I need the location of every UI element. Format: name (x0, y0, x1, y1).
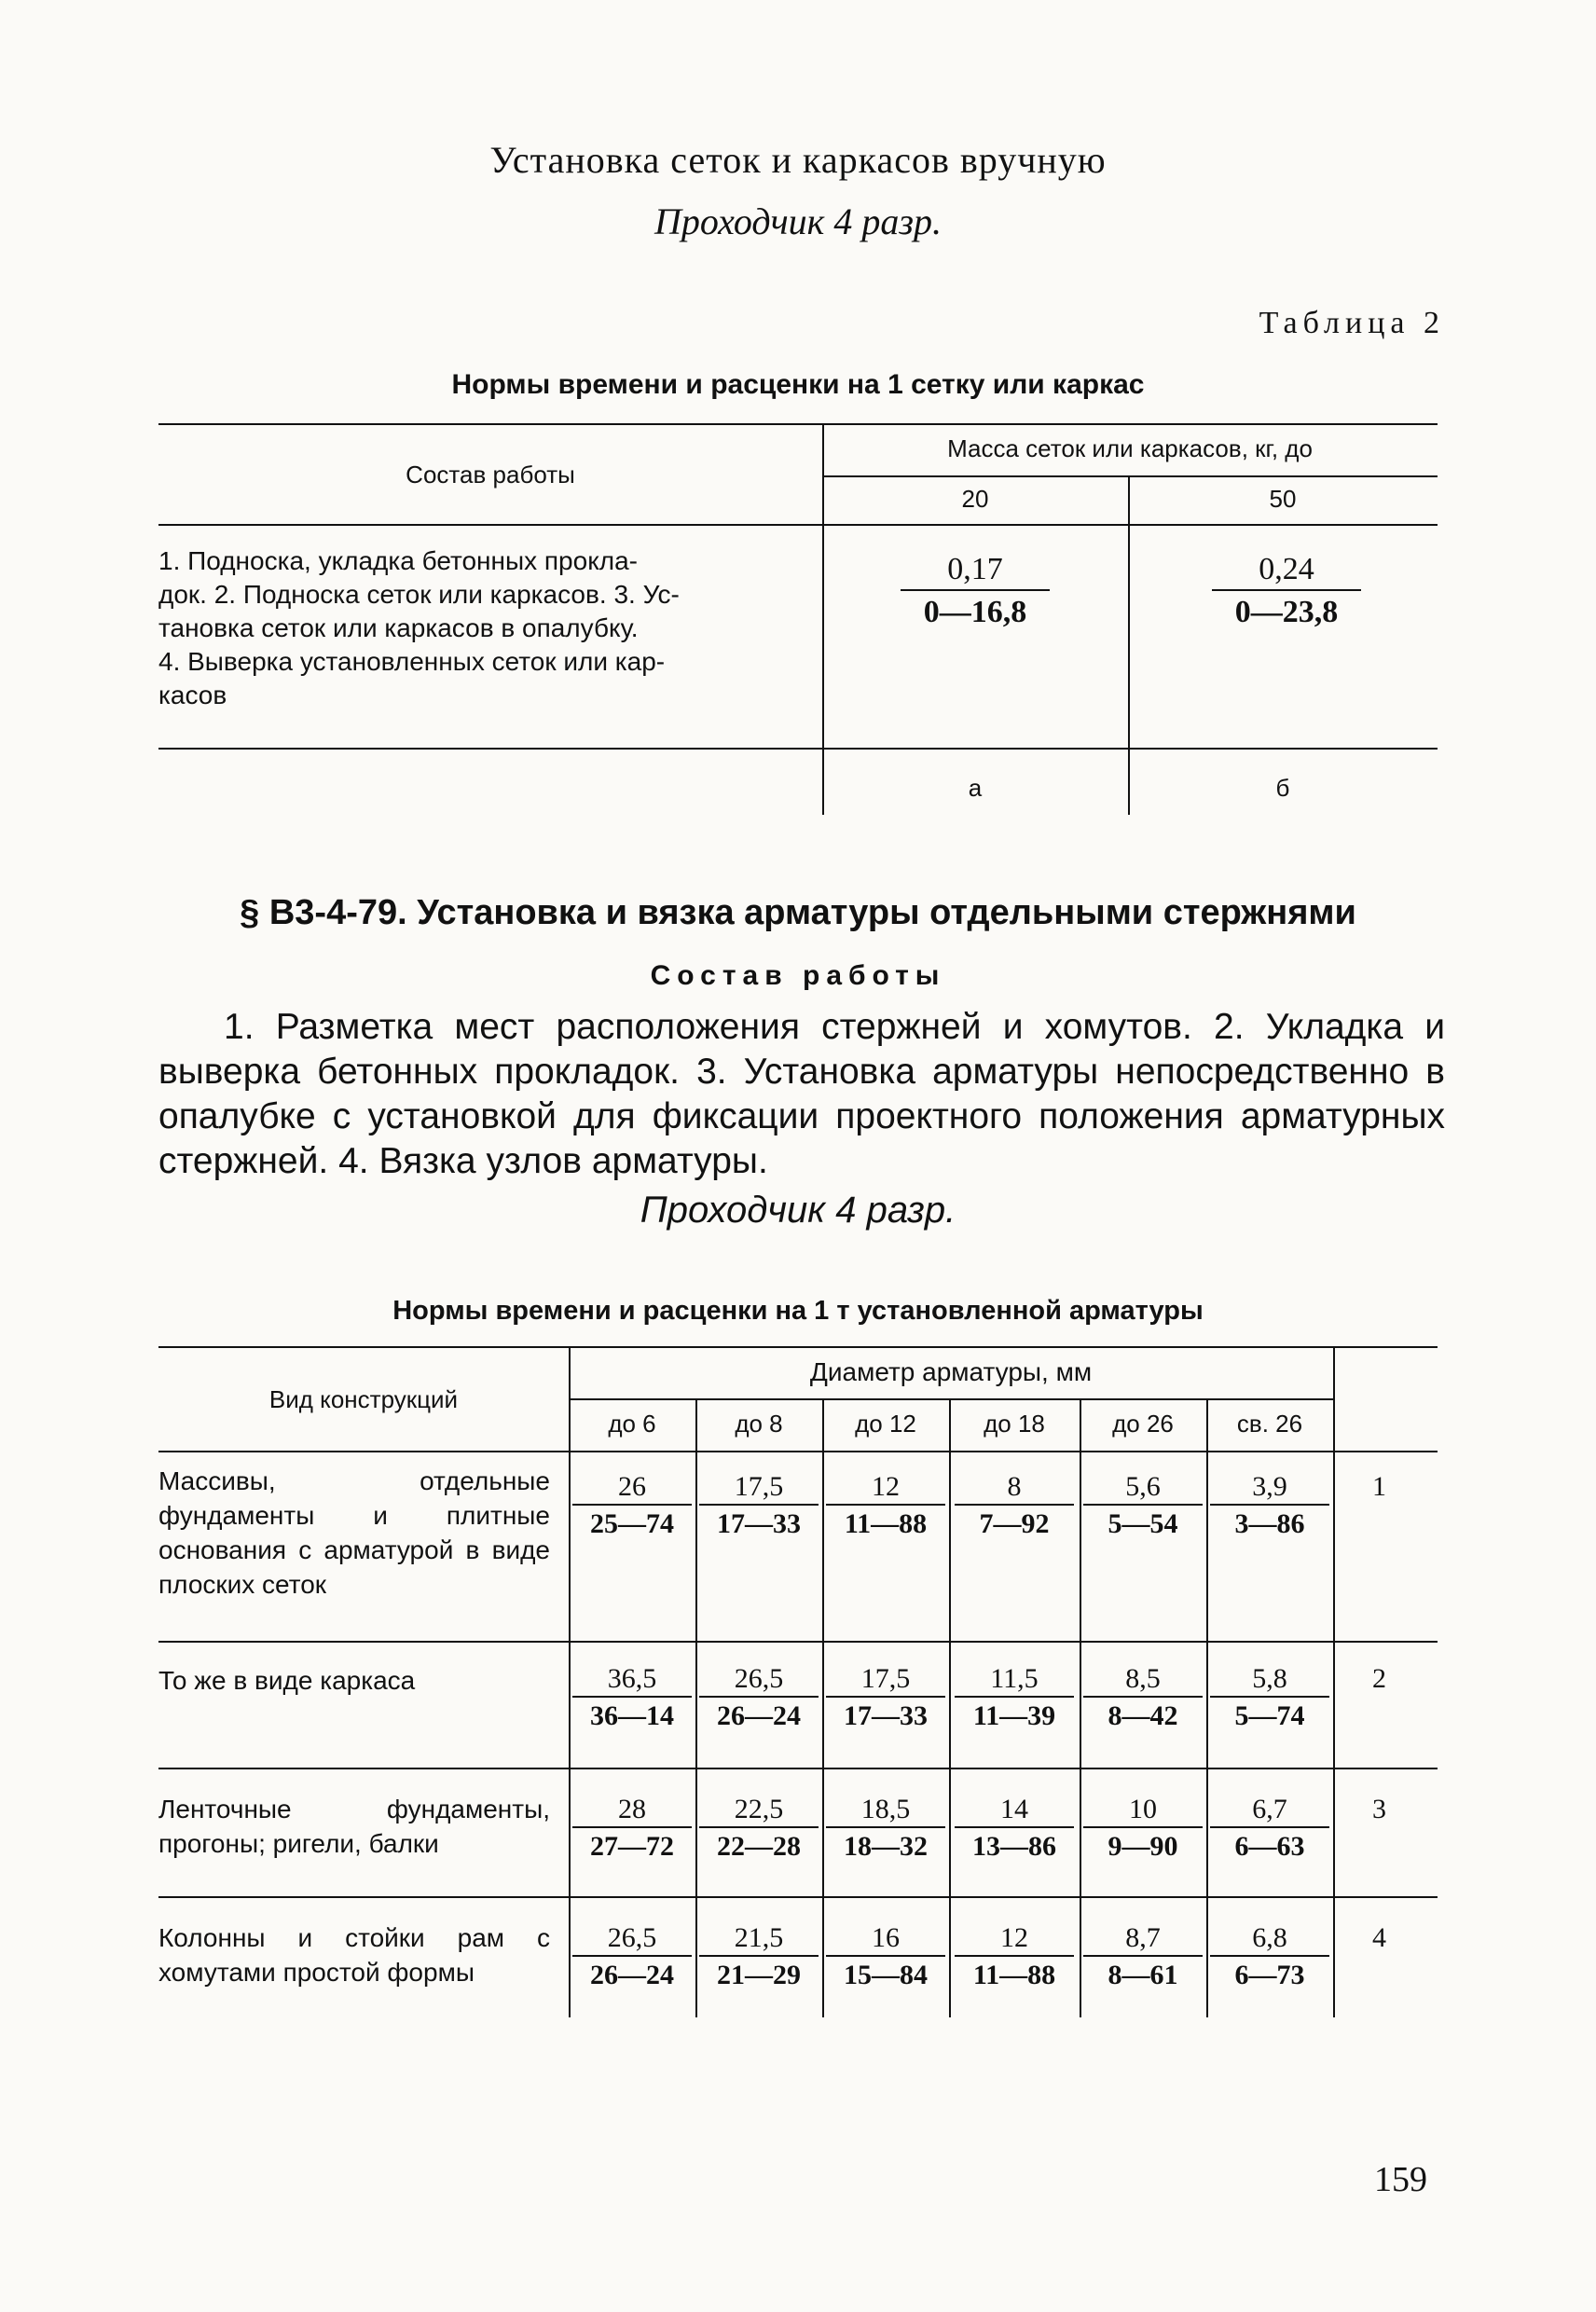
norm-value: 8 (955, 1471, 1074, 1506)
norm-value: 8,7 (1083, 1922, 1203, 1957)
table-rule (1080, 1398, 1081, 2017)
table-label: Таблица 2 (1259, 306, 1445, 340)
norm-cell (1083, 1794, 1203, 1863)
page-number: 159 (1374, 2160, 1427, 2199)
table-rule (158, 1451, 1438, 1452)
table-rule (822, 475, 1438, 477)
rate-value: 8—61 (1108, 1960, 1178, 1990)
rate-value: 13—86 (972, 1831, 1056, 1862)
norm-cell (826, 1663, 945, 1732)
norm-value: 28 (572, 1794, 692, 1828)
worker-grade: Проходчик 4 разр. (654, 200, 942, 242)
row-label: Ленточные фундаменты, прогоны; ригели, балки (158, 1795, 550, 1858)
table-caption: Нормы времени и расценки на 1 сетку или каркас (451, 369, 1145, 400)
norm-cell (1083, 1663, 1203, 1732)
rate-value: 9—90 (1108, 1831, 1178, 1862)
table-rule (158, 1896, 1438, 1898)
row-label: То же в виде каркаса (158, 1666, 416, 1695)
rate-value: 21—29 (717, 1960, 801, 1990)
norm-cell (1210, 1471, 1329, 1540)
norm-cell (955, 1471, 1074, 1540)
norm-value: 11,5 (955, 1663, 1074, 1698)
norm-cell (699, 1794, 819, 1863)
subheader-diameter: до 26 (1112, 1410, 1174, 1438)
norm-value: 17,5 (826, 1663, 945, 1698)
subheader-diameter: до 18 (984, 1410, 1045, 1438)
work-line: касов (158, 681, 227, 709)
norm-value: 26,5 (699, 1663, 819, 1698)
norm-value: 12 (955, 1922, 1074, 1957)
subheading: Состав работы (650, 960, 946, 991)
table-rule (569, 1398, 1333, 1400)
norms-table-1 (158, 423, 1438, 815)
rate-value: 17—33 (717, 1508, 801, 1539)
norm-cell (699, 1922, 819, 1991)
row-number: 3 (1372, 1794, 1386, 1824)
work-line: 4. Выверка установленных сеток или кар- (158, 647, 666, 676)
rate-value: 36—14 (590, 1700, 674, 1731)
subheader-50: 50 (1269, 485, 1297, 513)
table-rule (1128, 475, 1130, 815)
worker-grade: Проходчик 4 разр. (640, 1190, 956, 1231)
norm-value: 21,5 (699, 1922, 819, 1957)
norm-value: 5,6 (1083, 1471, 1203, 1506)
norm-value: 5,8 (1210, 1663, 1329, 1698)
rate-value: 17—33 (844, 1700, 928, 1731)
norm-value: 36,5 (572, 1663, 692, 1698)
work-line: тановка сеток или каркасов в опалубку. (158, 613, 639, 642)
rate-value: 0—16,8 (923, 595, 1027, 629)
subheader-diameter: до 12 (855, 1410, 916, 1438)
norm-value: 17,5 (699, 1471, 819, 1506)
norm-value: 0,24 (1212, 552, 1361, 591)
work-line: 1. Подноска, укладка бетонных прокла- (158, 546, 638, 575)
norms-table-2 (158, 1346, 1438, 2017)
table-rule (158, 1346, 1438, 1348)
norm-cell (1083, 1471, 1203, 1540)
norm-cell (826, 1922, 945, 1991)
subheader-diameter: св. 26 (1236, 1410, 1303, 1438)
table-rule (1333, 1346, 1335, 2017)
table-rule (158, 524, 1438, 526)
table-rule (569, 1346, 571, 2017)
table-rule (822, 1398, 824, 2017)
column-index: б (1275, 774, 1290, 802)
norm-value: 10 (1083, 1794, 1203, 1828)
table-rule (158, 1641, 1438, 1643)
table-rule (158, 1768, 1438, 1769)
norm-value: 6,7 (1210, 1794, 1329, 1828)
norm-value: 8,5 (1083, 1663, 1203, 1698)
rate-value: 27—72 (590, 1831, 674, 1862)
norm-cell (1083, 1922, 1203, 1991)
norm-value: 3,9 (1210, 1471, 1329, 1506)
norm-cell (572, 1922, 692, 1991)
work-description (158, 544, 680, 712)
norm-value: 26,5 (572, 1922, 692, 1957)
rate-value: 25—74 (590, 1508, 674, 1539)
rate-value: 6—63 (1234, 1831, 1305, 1862)
table-rule (158, 423, 1438, 425)
norm-cell (1210, 1794, 1329, 1863)
work-composition-text: 1. Разметка мест расположения стержней и хомутов. 2. Укладка и выверка бетонных прокладок. 3. Установка арматуры непосредственно в опалубке с установкой для фиксации проектного положения арматурных стержней. 4. Вязка узлов арматуры. (158, 1007, 1445, 1181)
norm-cell (1210, 1663, 1329, 1732)
row-number: 4 (1372, 1922, 1386, 1953)
norm-value: 12 (826, 1471, 945, 1506)
subheader-diameter: до 6 (608, 1410, 656, 1438)
row-label: Колонны и стойки рам с хомутами простой формы (158, 1923, 550, 1987)
subheader-20: 20 (961, 485, 989, 513)
norm-cell (572, 1663, 692, 1732)
table-rule (158, 748, 1438, 750)
column-header-work: Состав работы (406, 461, 575, 489)
norm-value: 18,5 (826, 1794, 945, 1828)
column-index: а (968, 774, 983, 802)
norm-cell (699, 1471, 819, 1540)
table-caption: Нормы времени и расценки на 1 т установленной арматуры (392, 1296, 1204, 1326)
rate-value: 7—92 (979, 1508, 1050, 1539)
norm-cell (955, 1794, 1074, 1863)
rate-value: 11—88 (972, 1960, 1056, 1990)
rate-value: 26—24 (717, 1700, 801, 1731)
column-group-header: Диаметр арматуры, мм (809, 1357, 1093, 1386)
paragraph-heading: § В3-4-79. Установка и вязка арматуры отдельными стержнями (240, 893, 1356, 932)
work-line: док. 2. Подноска сеток или каркасов. 3. Ус- (158, 580, 680, 609)
rate-value: 11—88 (844, 1508, 928, 1539)
norm-value: 22,5 (699, 1794, 819, 1828)
rate-value: 0—23,8 (1234, 595, 1339, 629)
rate-value: 11—39 (972, 1700, 1056, 1731)
norm-cell (826, 1471, 945, 1540)
rate-value: 26—24 (590, 1960, 674, 1990)
row-number: 2 (1372, 1663, 1386, 1694)
table-rule (822, 423, 824, 815)
rate-value: 5—54 (1108, 1508, 1178, 1539)
norm-cell (955, 1922, 1074, 1991)
norm-cell (1212, 552, 1361, 630)
norm-cell (955, 1663, 1074, 1732)
table-rule (1206, 1398, 1208, 2017)
table-rule (949, 1398, 951, 2017)
subheader-diameter: до 8 (735, 1410, 783, 1438)
rate-value: 6—73 (1234, 1960, 1305, 1990)
row-number: 1 (1372, 1471, 1386, 1502)
row-label: Массивы, отдельные фундаменты и плитные основания с арматурой в виде плоских сеток (158, 1466, 550, 1599)
norm-value: 14 (955, 1794, 1074, 1828)
norm-cell (699, 1663, 819, 1732)
norm-cell (1210, 1922, 1329, 1991)
rate-value: 5—74 (1234, 1700, 1305, 1731)
rate-value: 8—42 (1108, 1700, 1178, 1731)
norm-cell (572, 1794, 692, 1863)
rate-value: 18—32 (844, 1831, 928, 1862)
rate-value: 22—28 (717, 1831, 801, 1862)
norm-cell (572, 1471, 692, 1540)
norm-value: 0,17 (901, 552, 1050, 591)
rate-value: 3—86 (1234, 1508, 1305, 1539)
norm-value: 26 (572, 1471, 692, 1506)
rate-value: 15—84 (844, 1960, 928, 1990)
column-group-header: Масса сеток или каркасов, кг, до (947, 434, 1313, 462)
norm-cell (901, 552, 1050, 630)
column-header-construction: Вид конструкций (268, 1385, 459, 1413)
section-title: Установка сеток и каркасов вручную (489, 139, 1107, 181)
table-rule (695, 1398, 697, 2017)
norm-value: 6,8 (1210, 1922, 1329, 1957)
norm-cell (826, 1794, 945, 1863)
norm-value: 16 (826, 1922, 945, 1957)
